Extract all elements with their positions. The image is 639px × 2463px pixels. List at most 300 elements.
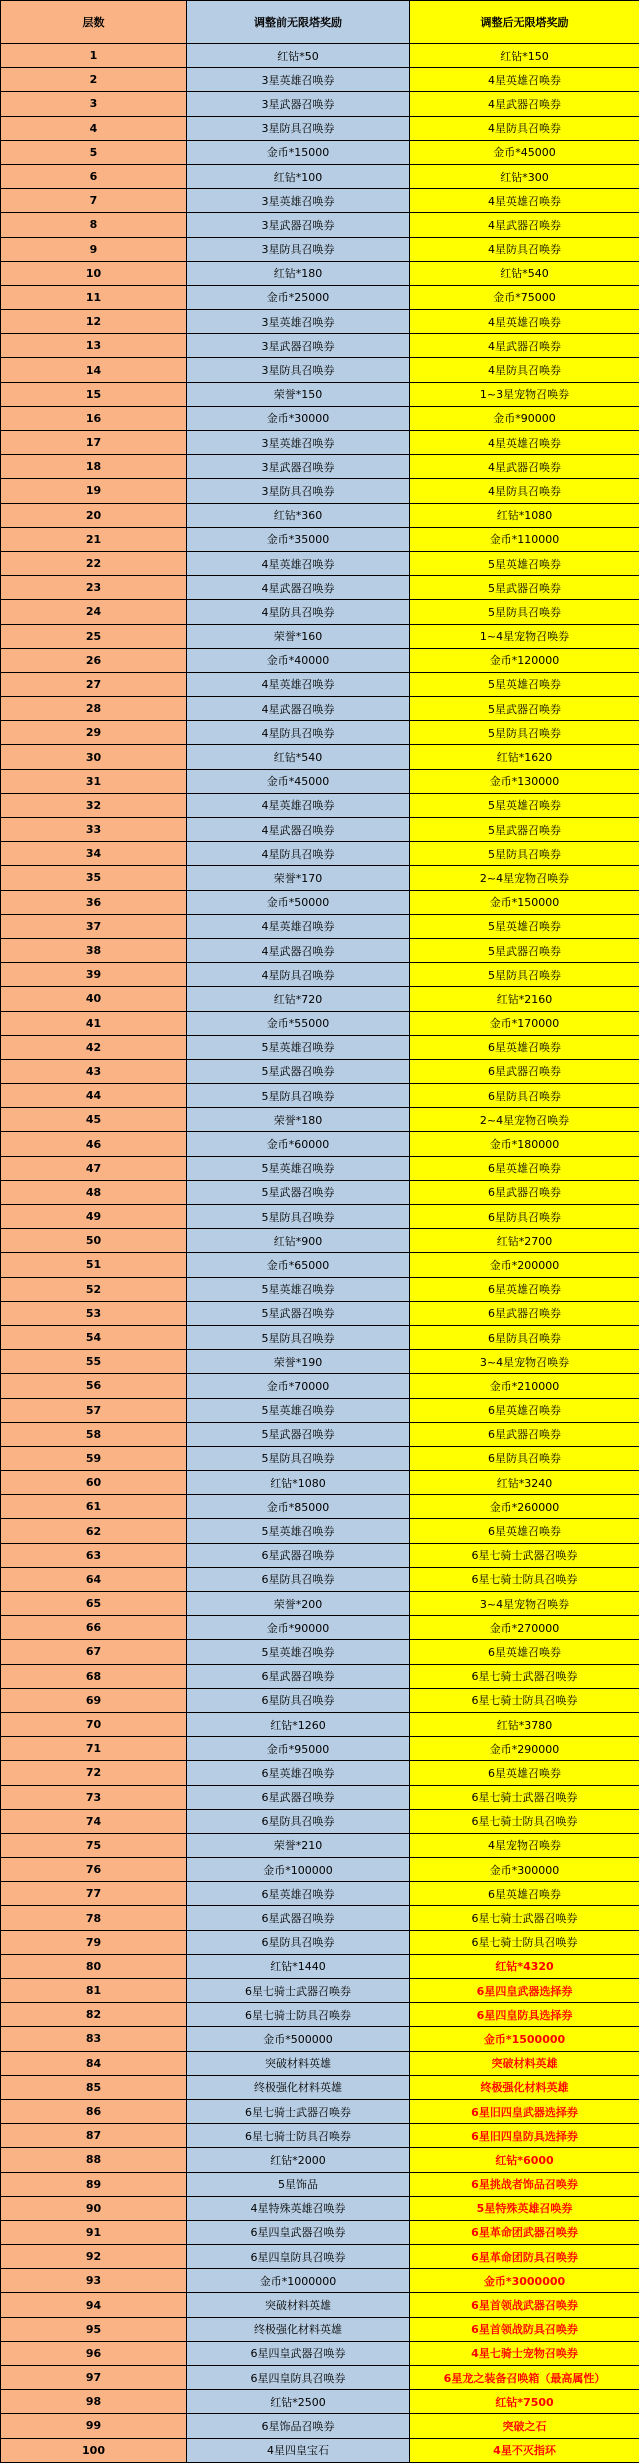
table-row	[1, 92, 639, 116]
floor-cell: 72	[1, 1761, 187, 1785]
table-row	[1, 2148, 639, 2172]
before-reward-cell: 金币*45000	[187, 769, 410, 793]
after-reward-cell: 5星武器召唤券	[410, 576, 639, 600]
after-reward-cell: 6星英雄召唤券	[410, 1761, 639, 1785]
after-reward-cell: 5星英雄召唤券	[410, 672, 639, 696]
table-row	[1, 140, 639, 164]
table-row	[1, 987, 639, 1011]
floor-cell: 7	[1, 189, 187, 213]
table-row	[1, 1567, 639, 1591]
after-reward-cell: 6星防具召唤券	[410, 1084, 639, 1108]
before-reward-cell: 金币*70000	[187, 1374, 410, 1398]
before-reward-cell: 6星七骑士武器召唤券	[187, 1979, 410, 2003]
table-row	[1, 1350, 639, 1374]
floor-cell: 80	[1, 1954, 187, 1978]
before-reward-cell: 红钻*2500	[187, 2390, 410, 2414]
table-row	[1, 1664, 639, 1688]
after-reward-cell: 6星武器召唤券	[410, 1059, 639, 1083]
table-row	[1, 745, 639, 769]
floor-cell: 66	[1, 1616, 187, 1640]
after-reward-cell: 6星武器召唤券	[410, 1422, 639, 1446]
before-reward-cell: 红钻*1080	[187, 1471, 410, 1495]
floor-cell: 25	[1, 624, 187, 648]
table-row	[1, 2124, 639, 2148]
after-reward-cell: 4星英雄召唤券	[410, 68, 639, 92]
table-row	[1, 1737, 639, 1761]
before-reward-cell: 荣誉*190	[187, 1350, 410, 1374]
after-reward-cell: 5星武器召唤券	[410, 818, 639, 842]
after-reward-cell: 6星英雄召唤券	[410, 1519, 639, 1543]
after-reward-cell: 金币*150000	[410, 890, 639, 914]
after-reward-cell: 金币*290000	[410, 1737, 639, 1761]
table-row	[1, 721, 639, 745]
after-reward-cell: 6星武器召唤券	[410, 1180, 639, 1204]
floor-cell: 63	[1, 1543, 187, 1567]
floor-cell: 38	[1, 938, 187, 962]
floor-cell: 61	[1, 1495, 187, 1519]
after-reward-cell: 突破材料英雄	[410, 2051, 639, 2075]
table-row	[1, 1858, 639, 1882]
after-reward-cell: 金币*45000	[410, 140, 639, 164]
floor-cell: 91	[1, 2220, 187, 2244]
before-reward-cell: 6星七骑士武器召唤券	[187, 2099, 410, 2123]
table-row	[1, 1954, 639, 1978]
table-row	[1, 334, 639, 358]
floor-cell: 83	[1, 2027, 187, 2051]
before-reward-cell: 4星英雄召唤券	[187, 793, 410, 817]
table-row	[1, 842, 639, 866]
table-row	[1, 1616, 639, 1640]
before-reward-cell: 红钻*360	[187, 503, 410, 527]
after-reward-cell: 3~4星宠物召唤券	[410, 1350, 639, 1374]
before-reward-cell: 5星英雄召唤券	[187, 1398, 410, 1422]
before-reward-cell: 3星武器召唤券	[187, 334, 410, 358]
table-row	[1, 2051, 639, 2075]
table-row	[1, 2390, 639, 2414]
after-reward-cell: 4星不灭指环	[410, 2438, 639, 2462]
floor-cell: 37	[1, 914, 187, 938]
after-reward-cell: 金币*1500000	[410, 2027, 639, 2051]
table-row	[1, 116, 639, 140]
floor-cell: 79	[1, 1930, 187, 1954]
after-reward-cell: 红钻*540	[410, 261, 639, 285]
table-row	[1, 1833, 639, 1857]
before-reward-cell: 6星防具召唤券	[187, 1567, 410, 1591]
floor-cell: 65	[1, 1592, 187, 1616]
before-reward-cell: 金币*100000	[187, 1858, 410, 1882]
after-reward-cell: 4星英雄召唤券	[410, 310, 639, 334]
table-row	[1, 527, 639, 551]
after-reward-cell: 4星武器召唤券	[410, 455, 639, 479]
floor-cell: 17	[1, 431, 187, 455]
floor-cell: 13	[1, 334, 187, 358]
before-reward-cell: 4星武器召唤券	[187, 697, 410, 721]
table-row	[1, 769, 639, 793]
table-row	[1, 1906, 639, 1930]
floor-cell: 68	[1, 1664, 187, 1688]
after-reward-cell: 6星七骑士防具召唤券	[410, 1930, 639, 1954]
table-row	[1, 697, 639, 721]
before-reward-cell: 6星饰品召唤券	[187, 2414, 410, 2438]
before-reward-cell: 金币*25000	[187, 285, 410, 309]
before-reward-cell: 6星英雄召唤券	[187, 1882, 410, 1906]
after-reward-cell: 4星宠物召唤券	[410, 1833, 639, 1857]
before-reward-cell: 3星英雄召唤券	[187, 431, 410, 455]
before-reward-cell: 红钻*1260	[187, 1712, 410, 1736]
floor-cell: 23	[1, 576, 187, 600]
after-reward-cell: 6星防具召唤券	[410, 1446, 639, 1470]
before-reward-cell: 红钻*540	[187, 745, 410, 769]
before-reward-cell: 4星防具召唤券	[187, 842, 410, 866]
before-reward-cell: 3星英雄召唤券	[187, 68, 410, 92]
table-row	[1, 2269, 639, 2293]
after-reward-cell: 4星武器召唤券	[410, 92, 639, 116]
before-reward-cell: 3星防具召唤券	[187, 116, 410, 140]
floor-cell: 47	[1, 1156, 187, 1180]
after-reward-cell: 6星七骑士武器召唤券	[410, 1664, 639, 1688]
floor-cell: 69	[1, 1688, 187, 1712]
table-row	[1, 2027, 639, 2051]
before-reward-cell: 5星武器召唤券	[187, 1301, 410, 1325]
floor-cell: 22	[1, 551, 187, 575]
floor-cell: 42	[1, 1035, 187, 1059]
before-reward-cell: 4星英雄召唤券	[187, 551, 410, 575]
before-reward-cell: 5星英雄召唤券	[187, 1277, 410, 1301]
before-reward-cell: 6星防具召唤券	[187, 1809, 410, 1833]
before-reward-cell: 6星武器召唤券	[187, 1543, 410, 1567]
table-row	[1, 648, 639, 672]
floor-cell: 36	[1, 890, 187, 914]
after-reward-cell: 5星武器召唤券	[410, 697, 639, 721]
floor-cell: 35	[1, 866, 187, 890]
before-reward-cell: 5星防具召唤券	[187, 1205, 410, 1229]
floor-cell: 85	[1, 2075, 187, 2099]
after-reward-cell: 6星龙之装备召唤箱（最高属性）	[410, 2366, 639, 2390]
floor-cell: 12	[1, 310, 187, 334]
before-reward-cell: 5星英雄召唤券	[187, 1640, 410, 1664]
before-reward-cell: 3星武器召唤券	[187, 92, 410, 116]
table-row	[1, 1398, 639, 1422]
after-reward-cell: 6星革命团武器召唤券	[410, 2220, 639, 2244]
floor-cell: 2	[1, 68, 187, 92]
after-reward-cell: 1~4星宠物召唤券	[410, 624, 639, 648]
floor-cell: 62	[1, 1519, 187, 1543]
after-reward-cell: 6星七骑士武器召唤券	[410, 1785, 639, 1809]
table-row	[1, 2293, 639, 2317]
floor-cell: 5	[1, 140, 187, 164]
table-row	[1, 1785, 639, 1809]
after-reward-cell: 5星英雄召唤券	[410, 551, 639, 575]
table-row	[1, 1592, 639, 1616]
floor-cell: 34	[1, 842, 187, 866]
floor-cell: 16	[1, 406, 187, 430]
floor-cell: 73	[1, 1785, 187, 1809]
table-row	[1, 213, 639, 237]
table-row	[1, 1374, 639, 1398]
after-reward-cell: 6星防具召唤券	[410, 1325, 639, 1349]
after-reward-cell: 6星武器召唤券	[410, 1301, 639, 1325]
table-row	[1, 237, 639, 261]
after-reward-cell: 红钻*6000	[410, 2148, 639, 2172]
before-reward-cell: 4星武器召唤券	[187, 938, 410, 962]
table-row	[1, 576, 639, 600]
before-reward-cell: 金币*55000	[187, 1011, 410, 1035]
floor-cell: 64	[1, 1567, 187, 1591]
before-reward-cell: 金币*95000	[187, 1737, 410, 1761]
floor-cell: 57	[1, 1398, 187, 1422]
table-row	[1, 600, 639, 624]
before-reward-cell: 金币*1000000	[187, 2269, 410, 2293]
floor-cell: 40	[1, 987, 187, 1011]
table-row	[1, 1301, 639, 1325]
after-reward-cell: 6星防具召唤券	[410, 1205, 639, 1229]
floor-cell: 58	[1, 1422, 187, 1446]
before-reward-cell: 荣誉*200	[187, 1592, 410, 1616]
after-reward-cell: 6星四皇防具选择券	[410, 2003, 639, 2027]
table-row	[1, 1059, 639, 1083]
floor-cell: 99	[1, 2414, 187, 2438]
floor-cell: 53	[1, 1301, 187, 1325]
after-reward-cell: 5星特殊英雄召唤券	[410, 2196, 639, 2220]
before-reward-cell: 荣誉*160	[187, 624, 410, 648]
table-row	[1, 1422, 639, 1446]
floor-cell: 90	[1, 2196, 187, 2220]
after-reward-cell: 红钻*300	[410, 164, 639, 188]
after-reward-cell: 红钻*3780	[410, 1712, 639, 1736]
before-reward-cell: 突破材料英雄	[187, 2051, 410, 2075]
after-reward-cell: 金币*180000	[410, 1132, 639, 1156]
after-reward-cell: 终极强化材料英雄	[410, 2075, 639, 2099]
table-row	[1, 1471, 639, 1495]
table-row	[1, 1446, 639, 1470]
before-reward-cell: 3星武器召唤券	[187, 213, 410, 237]
after-reward-cell: 4星英雄召唤券	[410, 431, 639, 455]
after-reward-cell: 5星英雄召唤券	[410, 793, 639, 817]
before-reward-cell: 4星武器召唤券	[187, 576, 410, 600]
after-reward-cell: 6星首领战武器召唤券	[410, 2293, 639, 2317]
table-row	[1, 1495, 639, 1519]
before-reward-cell: 6星防具召唤券	[187, 1688, 410, 1712]
floor-cell: 51	[1, 1253, 187, 1277]
table-row	[1, 818, 639, 842]
table-row	[1, 358, 639, 382]
after-column-header: 调整后无限塔奖励	[410, 1, 639, 44]
table-row	[1, 2438, 639, 2462]
before-column-header: 调整前无限塔奖励	[187, 1, 410, 44]
after-reward-cell: 4星防具召唤券	[410, 479, 639, 503]
after-reward-cell: 5星防具召唤券	[410, 963, 639, 987]
floor-cell: 78	[1, 1906, 187, 1930]
floor-cell: 30	[1, 745, 187, 769]
floor-cell: 48	[1, 1180, 187, 1204]
table-row	[1, 44, 639, 68]
before-reward-cell: 荣誉*210	[187, 1833, 410, 1857]
before-reward-cell: 4星防具召唤券	[187, 600, 410, 624]
after-reward-cell: 6星英雄召唤券	[410, 1035, 639, 1059]
floor-cell: 15	[1, 382, 187, 406]
before-reward-cell: 荣誉*150	[187, 382, 410, 406]
before-reward-cell: 6星武器召唤券	[187, 1785, 410, 1809]
after-reward-cell: 突破之石	[410, 2414, 639, 2438]
floor-cell: 32	[1, 793, 187, 817]
before-reward-cell: 终极强化材料英雄	[187, 2075, 410, 2099]
after-reward-cell: 红钻*2700	[410, 1229, 639, 1253]
before-reward-cell: 3星防具召唤券	[187, 358, 410, 382]
floor-cell: 43	[1, 1059, 187, 1083]
after-reward-cell: 6星英雄召唤券	[410, 1398, 639, 1422]
floor-cell: 81	[1, 1979, 187, 2003]
floor-cell: 10	[1, 261, 187, 285]
table-row	[1, 1156, 639, 1180]
before-reward-cell: 6星四皇武器召唤券	[187, 2220, 410, 2244]
before-reward-cell: 4星四皇宝石	[187, 2438, 410, 2462]
after-reward-cell: 6星七骑士武器召唤券	[410, 1906, 639, 1930]
after-reward-cell: 6星七骑士防具召唤券	[410, 1688, 639, 1712]
before-reward-cell: 红钻*720	[187, 987, 410, 1011]
before-reward-cell: 金币*35000	[187, 527, 410, 551]
after-reward-cell: 红钻*1620	[410, 745, 639, 769]
floor-cell: 39	[1, 963, 187, 987]
before-reward-cell: 5星英雄召唤券	[187, 1156, 410, 1180]
table-row	[1, 1979, 639, 2003]
floor-cell: 31	[1, 769, 187, 793]
floor-cell: 96	[1, 2341, 187, 2365]
after-reward-cell: 金币*200000	[410, 1253, 639, 1277]
table-row	[1, 2366, 639, 2390]
before-reward-cell: 5星英雄召唤券	[187, 1519, 410, 1543]
before-reward-cell: 金币*85000	[187, 1495, 410, 1519]
floor-cell: 1	[1, 44, 187, 68]
before-reward-cell: 红钻*50	[187, 44, 410, 68]
floor-cell: 49	[1, 1205, 187, 1229]
floor-cell: 6	[1, 164, 187, 188]
floor-cell: 50	[1, 1229, 187, 1253]
after-reward-cell: 6星旧四皇防具选择券	[410, 2124, 639, 2148]
floor-cell: 9	[1, 237, 187, 261]
table-row	[1, 2341, 639, 2365]
table-row	[1, 866, 639, 890]
table-row	[1, 285, 639, 309]
before-reward-cell: 5星防具召唤券	[187, 1325, 410, 1349]
table-row	[1, 2317, 639, 2341]
floor-cell: 52	[1, 1277, 187, 1301]
table-row	[1, 1688, 639, 1712]
floor-cell: 55	[1, 1350, 187, 1374]
table-row	[1, 551, 639, 575]
floor-cell: 100	[1, 2438, 187, 2462]
table-row	[1, 2196, 639, 2220]
floor-cell: 19	[1, 479, 187, 503]
after-reward-cell: 5星武器召唤券	[410, 938, 639, 962]
table-row	[1, 2220, 639, 2244]
table-row	[1, 1108, 639, 1132]
after-reward-cell: 6星英雄召唤券	[410, 1156, 639, 1180]
table-row	[1, 963, 639, 987]
after-reward-cell: 4星英雄召唤券	[410, 189, 639, 213]
floor-cell: 24	[1, 600, 187, 624]
table-row	[1, 2245, 639, 2269]
floor-cell: 94	[1, 2293, 187, 2317]
table-row	[1, 1205, 639, 1229]
table-row	[1, 1543, 639, 1567]
table-body	[1, 44, 639, 2463]
after-reward-cell: 6星四皇武器选择券	[410, 1979, 639, 2003]
before-reward-cell: 6星武器召唤券	[187, 1906, 410, 1930]
floor-cell: 8	[1, 213, 187, 237]
floor-cell: 18	[1, 455, 187, 479]
header-row	[1, 1, 639, 44]
table-row	[1, 793, 639, 817]
after-reward-cell: 金币*270000	[410, 1616, 639, 1640]
after-reward-cell: 2~4星宠物召唤券	[410, 866, 639, 890]
floor-cell: 41	[1, 1011, 187, 1035]
before-reward-cell: 红钻*900	[187, 1229, 410, 1253]
table-row	[1, 2003, 639, 2027]
table-row	[1, 382, 639, 406]
before-reward-cell: 6星武器召唤券	[187, 1664, 410, 1688]
table-row	[1, 2075, 639, 2099]
after-reward-cell: 6星首领战防具召唤券	[410, 2317, 639, 2341]
after-reward-cell: 6星七骑士防具召唤券	[410, 1809, 639, 1833]
before-reward-cell: 6星英雄召唤券	[187, 1761, 410, 1785]
table-row	[1, 431, 639, 455]
table-row	[1, 1640, 639, 1664]
table-row	[1, 672, 639, 696]
before-reward-cell: 6星四皇防具召唤券	[187, 2245, 410, 2269]
floor-cell: 21	[1, 527, 187, 551]
table-row	[1, 890, 639, 914]
table-row	[1, 310, 639, 334]
table-row	[1, 455, 639, 479]
after-reward-cell: 红钻*7500	[410, 2390, 639, 2414]
table-row	[1, 479, 639, 503]
floor-cell: 20	[1, 503, 187, 527]
table-row	[1, 68, 639, 92]
table-row	[1, 1761, 639, 1785]
table-row	[1, 189, 639, 213]
table-row	[1, 1930, 639, 1954]
before-reward-cell: 3星武器召唤券	[187, 455, 410, 479]
before-reward-cell: 4星防具召唤券	[187, 963, 410, 987]
floor-cell: 4	[1, 116, 187, 140]
floor-cell: 82	[1, 2003, 187, 2027]
after-reward-cell: 5星防具召唤券	[410, 842, 639, 866]
floor-cell: 33	[1, 818, 187, 842]
after-reward-cell: 6星旧四皇武器选择券	[410, 2099, 639, 2123]
after-reward-cell: 4星武器召唤券	[410, 213, 639, 237]
after-reward-cell: 红钻*3240	[410, 1471, 639, 1495]
table-row	[1, 2099, 639, 2123]
floor-cell: 75	[1, 1833, 187, 1857]
before-reward-cell: 4星特殊英雄召唤券	[187, 2196, 410, 2220]
after-reward-cell: 6星七骑士防具召唤券	[410, 1567, 639, 1591]
after-reward-cell: 金币*3000000	[410, 2269, 639, 2293]
after-reward-cell: 5星防具召唤券	[410, 600, 639, 624]
before-reward-cell: 4星武器召唤券	[187, 818, 410, 842]
after-reward-cell: 金币*90000	[410, 406, 639, 430]
after-reward-cell: 4星防具召唤券	[410, 116, 639, 140]
table-row	[1, 1519, 639, 1543]
table-row	[1, 1277, 639, 1301]
table-row	[1, 1325, 639, 1349]
after-reward-cell: 3~4星宠物召唤券	[410, 1592, 639, 1616]
table-row	[1, 1180, 639, 1204]
before-reward-cell: 5星武器召唤券	[187, 1180, 410, 1204]
after-reward-cell: 2~4星宠物召唤券	[410, 1108, 639, 1132]
table-row	[1, 164, 639, 188]
after-reward-cell: 6星英雄召唤券	[410, 1882, 639, 1906]
floor-cell: 59	[1, 1446, 187, 1470]
